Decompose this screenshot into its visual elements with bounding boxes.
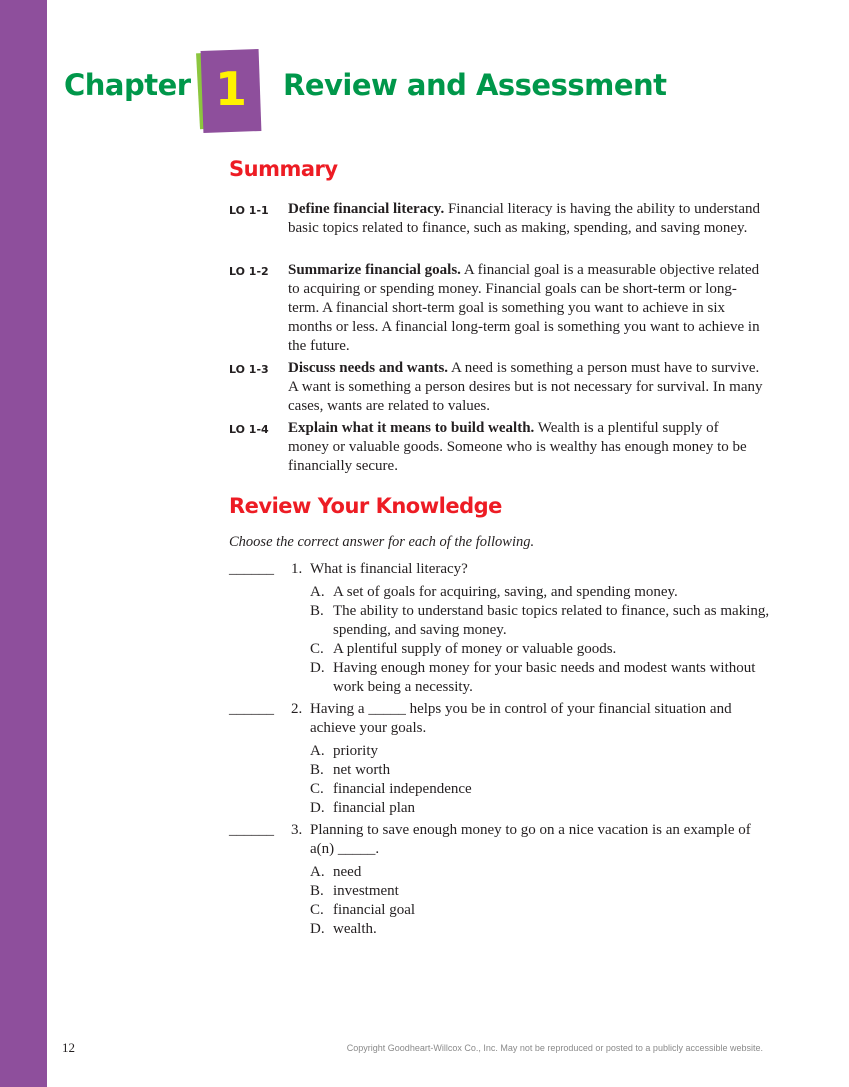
summary-item [229, 261, 769, 356]
answer-option [310, 799, 769, 818]
option-text: A plentiful supply of money or valuable goods. [333, 641, 617, 657]
option-text: net worth [333, 762, 391, 778]
question-number: 3. [291, 822, 303, 838]
option-letter: D. [310, 800, 325, 816]
question-text: What is financial literacy? [310, 561, 468, 577]
option-letter: C. [310, 902, 324, 918]
review-heading: Review Your Knowledge [229, 494, 502, 518]
option-letter: B. [310, 883, 324, 899]
copyright: Copyright Goodheart-Willcox Co., Inc. May not be reproduced or posted to a publicly accessible website. [346, 1043, 763, 1053]
question-text: Having a _____ helps you be in control of your financial situation and achieve your goals. [310, 701, 732, 736]
option-text: Having enough money for your basic needs and modest wants without work being a necessity. [333, 660, 756, 695]
option-text: financial independence [333, 781, 472, 797]
lo-text: Wealth is a plentiful supply of money or valuable goods. Someone who is wealthy has enough money to be financially secure. [288, 420, 747, 474]
answer-option [310, 659, 769, 697]
answer-option [310, 761, 769, 780]
lo-text: A need is something a person must have to survive. A want is something a person desires but is not necessary for survival. In many cases, wants are related to values. [288, 360, 763, 414]
option-letter: A. [310, 584, 325, 600]
summary-item [229, 200, 769, 238]
summary-heading: Summary [229, 157, 338, 181]
option-text: wealth. [333, 921, 377, 937]
page-title: Review and Assessment [283, 68, 667, 102]
question [229, 560, 769, 697]
lo-lead: Discuss needs and wants. [288, 360, 449, 376]
option-letter: D. [310, 660, 325, 676]
option-letter: C. [310, 781, 324, 797]
option-letter: B. [310, 603, 324, 619]
side-color-bar [0, 0, 47, 1087]
instructions: Choose the correct answer for each of the following. [229, 534, 535, 550]
chapter-number: 1 [214, 62, 247, 116]
question-number: 1. [291, 561, 303, 577]
option-letter: B. [310, 762, 324, 778]
question-number: 2. [291, 701, 303, 717]
lo-lead: Define financial literacy. [288, 201, 445, 217]
answer-blank[interactable]: ______ [229, 561, 274, 577]
answer-option [310, 882, 769, 901]
page-number: 12 [62, 1040, 75, 1055]
summary-item [229, 359, 769, 416]
answer-option [310, 742, 769, 761]
chapter-word: Chapter [64, 68, 191, 102]
summary-item [229, 419, 769, 476]
option-text: financial goal [333, 902, 416, 918]
option-text: need [333, 864, 362, 880]
option-text: investment [333, 883, 399, 899]
answer-option [310, 583, 769, 602]
option-text: financial plan [333, 800, 416, 816]
lo-text: Financial literacy is having the ability to understand basic topics related to finance, such as making, spending, and saving money. [288, 201, 760, 236]
option-letter: C. [310, 641, 324, 657]
answer-blank[interactable]: ______ [229, 822, 274, 838]
question [229, 821, 769, 939]
option-letter: A. [310, 864, 325, 880]
answer-option [310, 780, 769, 799]
lo-code: LO 1-4 [229, 423, 269, 436]
lo-code: LO 1-1 [229, 204, 269, 217]
answer-option [310, 920, 769, 939]
option-text: priority [333, 743, 378, 759]
option-letter: A. [310, 743, 325, 759]
lo-text: A financial goal is a measurable objective related to acquiring or spending money. Financial goals can be short-term or long-term. A financial short-term goal is something you want to achieve in six months or less. A financial long-term goal is something you want to achieve in the future. [288, 262, 760, 354]
answer-option [310, 602, 769, 640]
answer-option [310, 640, 769, 659]
option-text: The ability to understand basic topics related to finance, such as making, spending, and saving money. [333, 603, 770, 638]
question [229, 700, 769, 818]
option-text: A set of goals for acquiring, saving, and spending money. [333, 584, 678, 600]
option-letter: D. [310, 921, 325, 937]
question-text: Planning to save enough money to go on a nice vacation is an example of a(n) _____. [310, 822, 751, 857]
lo-code: LO 1-3 [229, 363, 269, 376]
lo-code: LO 1-2 [229, 265, 269, 278]
lo-lead: Summarize financial goals. [288, 262, 461, 278]
answer-option [310, 901, 769, 920]
lo-lead: Explain what it means to build wealth. [288, 420, 535, 436]
answer-option [310, 863, 769, 882]
answer-blank[interactable]: ______ [229, 701, 274, 717]
